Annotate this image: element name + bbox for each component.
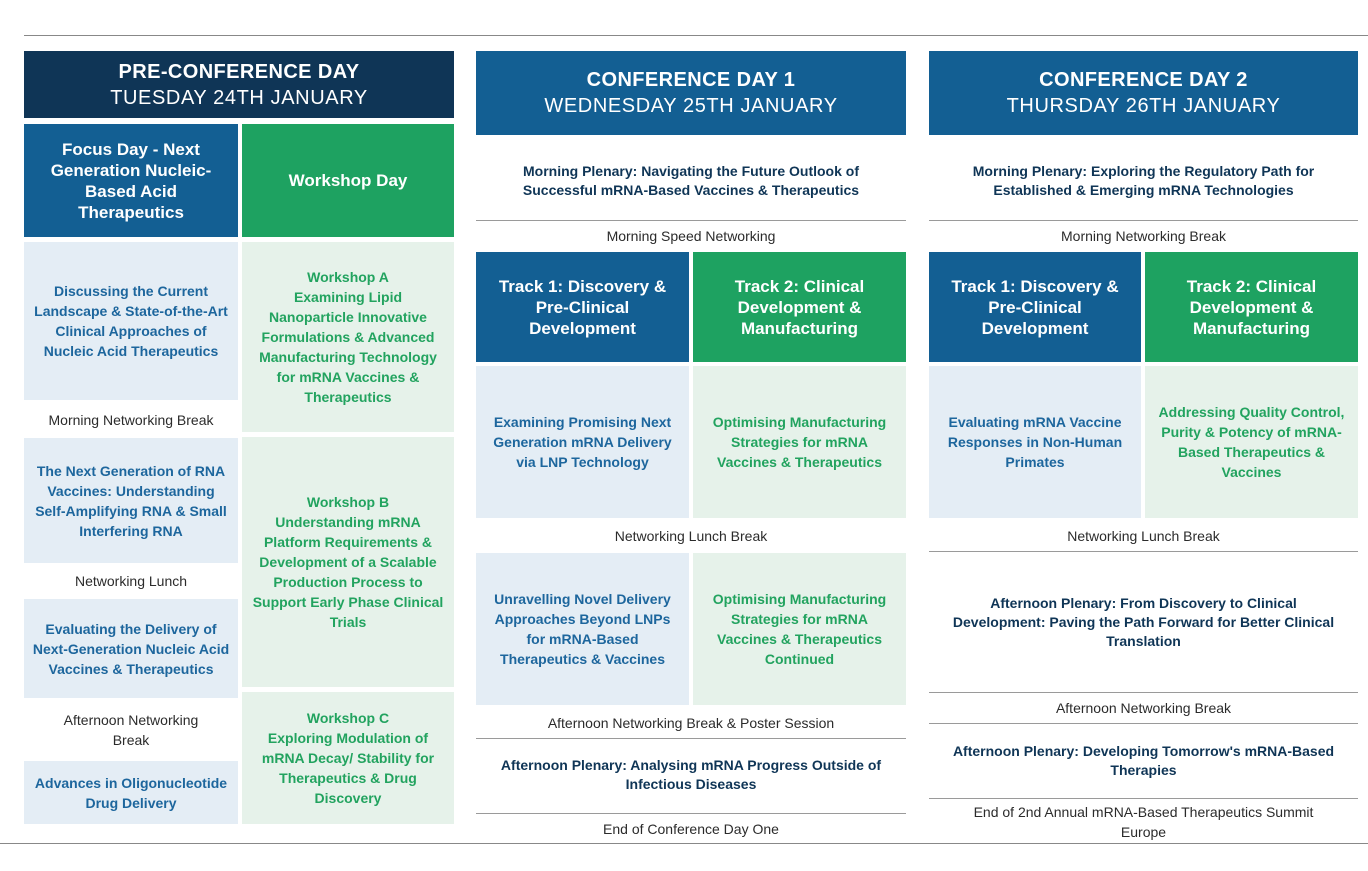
day1-lunch: Networking Lunch Break [614, 528, 768, 544]
day2-header [929, 51, 1358, 135]
focus-session-1: Discussing the Current Landscape & State-of-the-Art Clinical Approaches of Nucleic Acid Therapeutics [24, 242, 238, 400]
afternoon-networking-break: Afternoon Networking Break [63, 712, 199, 748]
workshop-b [242, 437, 454, 687]
workshop-a-name: Workshop A [307, 269, 389, 285]
divider [929, 551, 1358, 552]
day1-morning-plenary: Morning Plenary: Navigating the Future Outlook of Successful mRNA-Based Vaccines & Therapeutics [522, 163, 860, 198]
focus-day-header: Focus Day - Next Generation Nucleic-Based Acid Therapeutics [24, 124, 238, 237]
focus-session-2: The Next Generation of RNA Vaccines: Understanding Self-Amplifying RNA & Small Interfering RNA [24, 438, 238, 563]
day2-afternoon-break: Afternoon Networking Break [1055, 700, 1232, 716]
divider [929, 798, 1358, 799]
divider [929, 692, 1358, 693]
morning-networking-break: Morning Networking Break [48, 412, 214, 428]
divider [476, 813, 906, 814]
divider [476, 738, 906, 739]
day2-date: THURSDAY 26TH JANUARY [1006, 95, 1281, 117]
day1-morning-break: Morning Speed Networking [606, 228, 776, 244]
workshop-c-desc: Exploring Modulation of mRNA Decay/ Stability for Therapeutics & Drug Discovery [261, 730, 435, 806]
day1-header [476, 51, 906, 135]
day1-track1-session2: Unravelling Novel Delivery Approaches Beyond LNPs for mRNA-Based Therapeutics & Vaccines [476, 553, 689, 705]
top-rule [24, 35, 1368, 36]
day1-afternoon-break: Afternoon Networking Break & Poster Session [547, 715, 835, 731]
day1-date: WEDNESDAY 25TH JANUARY [544, 95, 838, 117]
day1-afternoon-plenary: Afternoon Plenary: Analysing mRNA Progress Outside of Infectious Diseases [500, 757, 882, 792]
day2-track2-header: Track 2: Clinical Development & Manufacturing [1145, 252, 1358, 362]
day2-morning-plenary: Morning Plenary: Exploring the Regulatory Path for Established & Emerging mRNA Technologies [972, 163, 1315, 198]
day1-track2-header: Track 2: Clinical Development & Manufacturing [693, 252, 906, 362]
workshop-a-desc: Examining Lipid Nanoparticle Innovative Formulations & Advanced Manufacturing Technology for mRNA Vaccines & Therapeutics [259, 289, 437, 405]
workshop-a [242, 242, 454, 432]
day1-track1-session1: Examining Promising Next Generation mRNA Delivery via LNP Technology [476, 366, 689, 518]
focus-session-4: Advances in Oligonucleotide Drug Delivery [24, 761, 238, 824]
workshop-c-name: Workshop C [306, 710, 390, 726]
day2-afternoon-plenary-2: Afternoon Plenary: Developing Tomorrow's mRNA-Based Therapies [952, 743, 1335, 778]
focus-session-3: Evaluating the Delivery of Next-Generation Nucleic Acid Vaccines & Therapeutics [24, 599, 238, 698]
day1-end: End of Conference Day One [603, 821, 779, 837]
day2-track2-session1: Addressing Quality Control, Purity & Potency of mRNA-Based Therapeutics & Vaccines [1145, 366, 1358, 518]
divider [929, 723, 1358, 724]
pre-conference-date: TUESDAY 24TH JANUARY [110, 86, 368, 109]
day2-lunch: Networking Lunch Break [1067, 528, 1220, 544]
workshop-c [242, 692, 454, 824]
day2-track1-session1: Evaluating mRNA Vaccine Responses in Non-Human Primates [929, 366, 1141, 518]
day2-end: End of 2nd Annual mRNA-Based Therapeutics Summit Europe [973, 803, 1314, 840]
day2-title: CONFERENCE DAY 2 [1039, 69, 1248, 91]
day1-title: CONFERENCE DAY 1 [586, 69, 796, 91]
day1-track1-header: Track 1: Discovery & Pre-Clinical Development [476, 252, 689, 362]
day2-afternoon-plenary-1: Afternoon Plenary: From Discovery to Clinical Development: Paving the Path Forward for Better Clinical Translation [952, 594, 1335, 649]
day2-track1-header: Track 1: Discovery & Pre-Clinical Development [929, 252, 1141, 362]
pre-conference-title: PRE-CONFERENCE DAY [118, 60, 360, 83]
pre-conference-header [24, 51, 454, 118]
networking-lunch: Networking Lunch [74, 573, 188, 589]
divider [929, 220, 1358, 221]
day1-track2-session1: Optimising Manufacturing Strategies for mRNA Vaccines & Therapeutics [693, 366, 906, 518]
workshop-day-header: Workshop Day [242, 124, 454, 237]
workshop-b-name: Workshop B [306, 494, 390, 510]
divider [476, 220, 906, 221]
day1-track2-session2: Optimising Manufacturing Strategies for mRNA Vaccines & Therapeutics Continued [693, 553, 906, 705]
workshop-b-desc: Understanding mRNA Platform Requirements & Development of a Scalable Production Process to Support Early Phase Clinical Trials [252, 514, 444, 630]
day2-morning-break: Morning Networking Break [1061, 228, 1226, 244]
bottom-rule [0, 843, 1368, 844]
